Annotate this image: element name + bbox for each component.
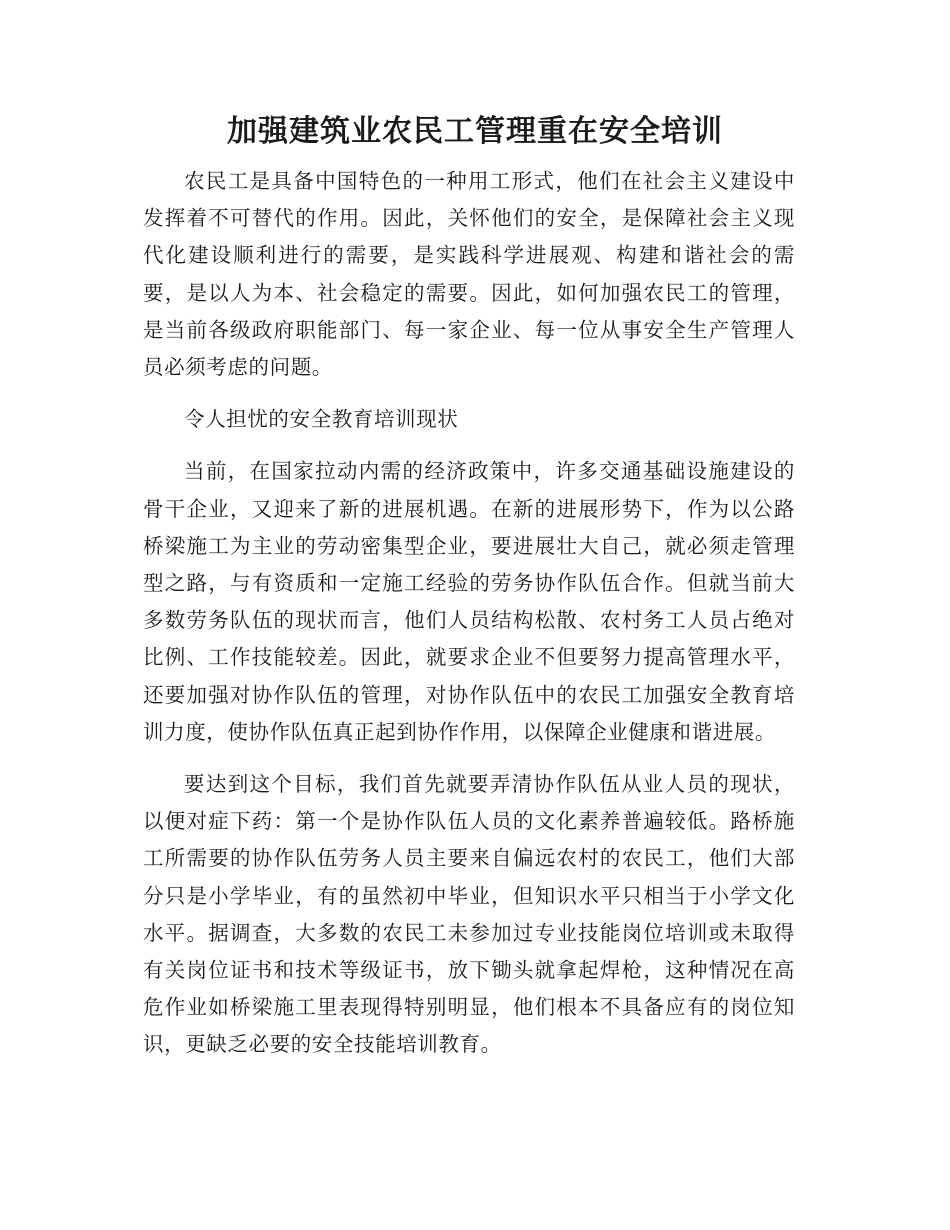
section-heading: 令人担忧的安全教育培训现状 bbox=[184, 407, 459, 432]
current-situation-paragraph: 当前，在国家拉动内需的经济政策中，许多交通基础设施建设的骨干企业，又迎来了新的进展机遇。在新的进展形势下，作为以公路桥梁施工为主业的劳动密集型企业，要进展壮大自己，就必须走管理型之路，与有资质和一定施工经验的劳务协作队伍合作。但就当前大多数劳务队伍的现状而言，他们人员结构松散、农村务工人员占绝对比例、工作技能较差。因此，就要求企业不但要努力提高管理水平，还要加强对协作队伍的管理，对协作队伍中的农民工加强安全教育培训力度，使协作队伍真正起到协作作用，以保障企业健康和谐进展。 bbox=[143, 459, 795, 744]
worker-status-paragraph: 要达到这个目标，我们首先就要弄清协作队伍从业人员的现状，以便对症下药：第一个是协作队伍人员的文化素养普遍较低。路桥施工所需要的协作队伍劳务人员主要来自偏远农村的农民工，他们大部分只是小学毕业，有的虽然初中毕业，但知识水平只相当于小学文化水平。据调查，大多数的农民工未参加过专业技能岗位培训或未取得有关岗位证书和技术等级证书，放下锄头就拿起焊枪，这种情况在高危作业如桥梁施工里表现得特别明显，他们根本不具备应有的岗位知识，更缺乏必要的安全技能培训教育。 bbox=[143, 772, 795, 1057]
document-body bbox=[143, 163, 795, 1064]
intro-paragraph: 农民工是具备中国特色的一种用工形式，他们在社会主义建设中发挥着不可替代的作用。因此，关怀他们的安全，是保障社会主义现代化建设顺利进行的需要，是实践科学进展观、构建和谐社会的需要，是以人为本、社会稳定的需要。因此，如何加强农民工的管理，是当前各级政府职能部门、每一家企业、每一位从事安全生产管理人员必须考虑的问题。 bbox=[143, 169, 795, 380]
page-title: 加强建筑业农民工管理重在安全培训 bbox=[227, 114, 723, 149]
